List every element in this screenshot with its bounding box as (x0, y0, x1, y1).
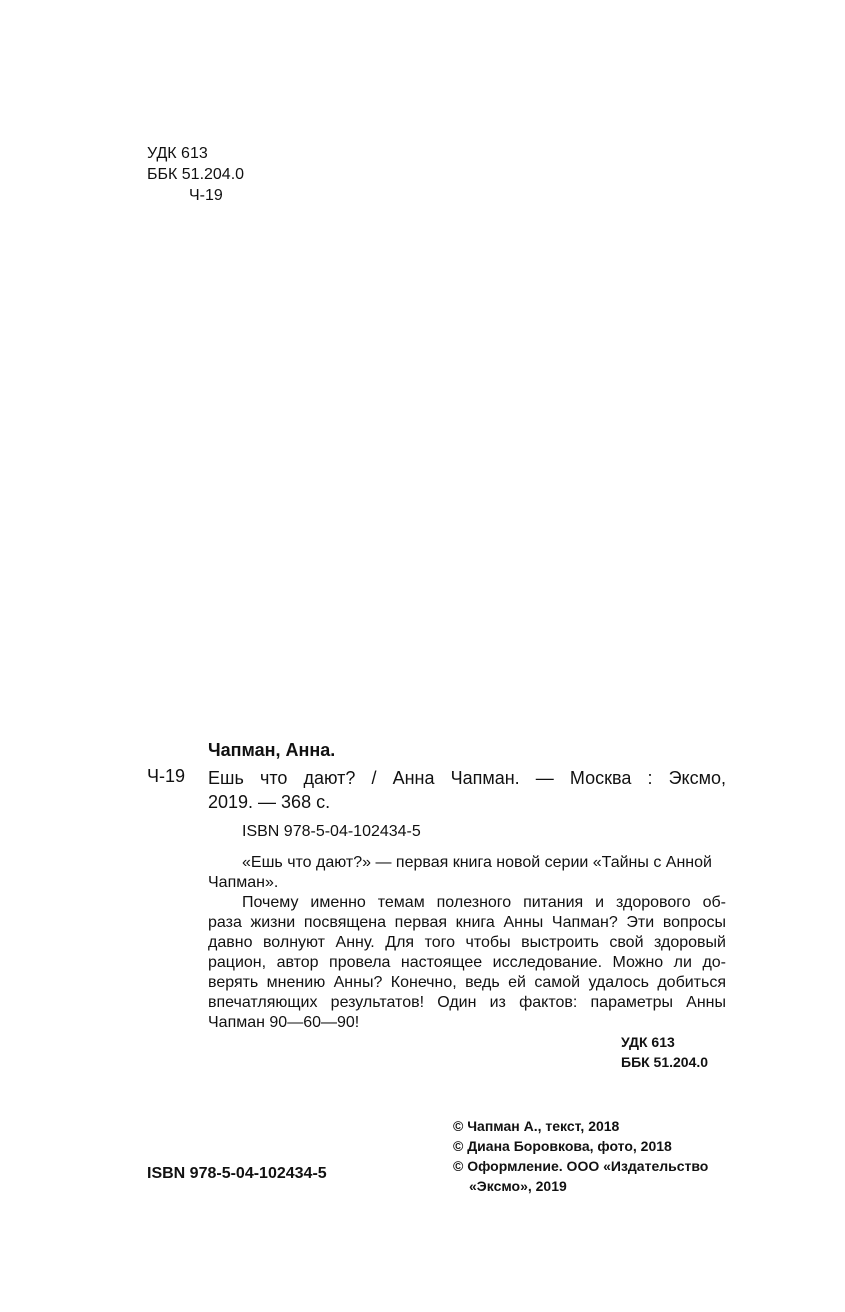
entry-author-mark: Ч-19 (147, 766, 186, 786)
copyright-line: © Диана Боровкова, фото, 2018 (453, 1138, 672, 1154)
author-mark: Ч-19 (189, 187, 223, 204)
entry-author: Чапман, Анна. (208, 740, 336, 760)
abstract-line: впечатляющих результатов! Один из фактов: параметры Анны (208, 994, 726, 1011)
classification-header (147, 143, 244, 206)
entry-isbn: ISBN 978-5-04-102434-5 (242, 823, 421, 840)
copyright-line: © Чапман А., текст, 2018 (453, 1118, 620, 1134)
udk-code: УДК 613 (621, 1034, 675, 1050)
bbk-code: ББК 51.204.0 (621, 1054, 709, 1070)
copyright-block (453, 1116, 708, 1196)
bibliographic-description (208, 766, 726, 814)
abstract-line: Чапман». (208, 874, 279, 891)
copyright-line: «Эксмо», 2019 (469, 1178, 567, 1194)
udk-code: УДК 613 (147, 145, 208, 162)
abstract-line: верять мнению Анны? Конечно, ведь ей самой удалось добиться (208, 974, 726, 991)
abstract-line: Чапман 90—60—90! (208, 1014, 360, 1031)
abstract-line: рацион, автор провела настоящее исследование. Можно ли до- (208, 954, 726, 971)
footer-isbn: ISBN 978-5-04-102434-5 (147, 1165, 327, 1182)
abstract (208, 853, 726, 1033)
abstract-line: раза жизни посвящена первая книга Анны Чапман? Эти вопросы (208, 914, 726, 931)
copyright-line: © Оформление. ООО «Издательство (453, 1158, 709, 1174)
bibliographic-line: 2019. — 368 с. (208, 792, 331, 812)
abstract-line: «Ешь что дают?» — первая книга новой серии «Тайны с Анной (242, 854, 712, 871)
bibliographic-line: Ешь что дают? / Анна Чапман. — Москва : Эксмо, (208, 768, 726, 788)
bbk-code: ББК 51.204.0 (147, 166, 245, 183)
abstract-line: Почему именно темам полезного питания и здорового об- (242, 894, 726, 911)
classification-footer (621, 1032, 708, 1072)
abstract-line: давно волнуют Анну. Для того чтобы выстроить свой здоровый (208, 934, 726, 951)
